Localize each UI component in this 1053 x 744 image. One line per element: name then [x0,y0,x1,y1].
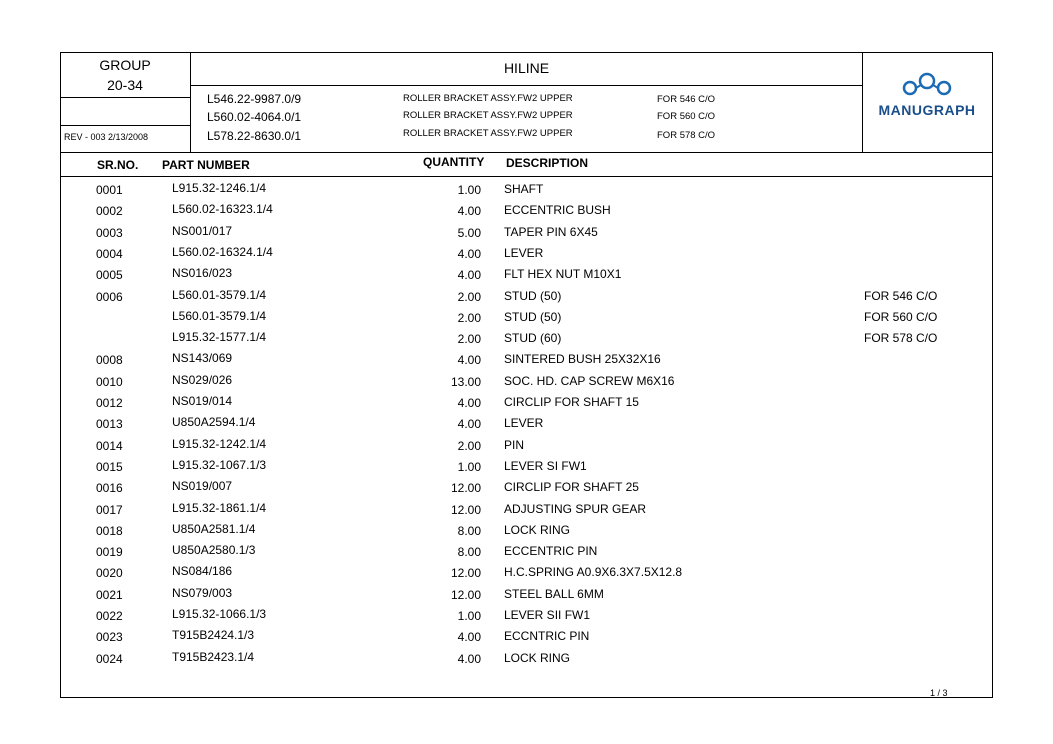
assembly-for: FOR 560 C/O [657,111,716,122]
header-bottom-rule [60,152,993,153]
sr-no-cell: 0016 [96,481,123,495]
description-cell: STEEL BALL 6MM [504,587,604,601]
assembly-part-number: L578.22-8630.0/1 [207,129,302,143]
description-cell: ECCENTRIC PIN [504,544,598,558]
part-number-cell: L560.01-3579.1/4 [172,309,267,323]
quantity-cell: 4.00 [457,652,481,666]
sr-no-cell: 0024 [96,652,123,666]
part-number-cell: NS029/026 [172,373,233,387]
assembly-description: ROLLER BRACKET ASSY.FW2 UPPER [403,93,573,104]
quantity-cell: 1.00 [457,609,481,623]
quantity-cell: 1.00 [457,183,481,197]
sr-no-cell: 0003 [96,226,123,240]
description-cell: ECCENTRIC BUSH [504,203,611,217]
description-cell: CIRCLIP FOR SHAFT 25 [504,480,639,494]
quantity-cell: 5.00 [457,226,481,240]
sr-no-cell: 0006 [96,290,123,304]
part-number-cell: L915.32-1067.1/3 [172,458,267,472]
logo-wordmark: MANUGRAPH [878,102,976,118]
quantity-cell: 2.00 [457,439,481,453]
part-number-cell: L915.32-1246.1/4 [172,181,267,195]
part-number-cell: T915B2423.1/4 [172,650,255,664]
title-underline [190,85,862,86]
part-number-cell: U850A2594.1/4 [172,415,256,429]
sr-no-cell: 0019 [96,545,123,559]
description-cell: SHAFT [504,182,544,196]
description-cell: ECCNTRIC PIN [504,629,590,643]
part-number-cell: L560.02-16324.1/4 [172,245,273,259]
assembly-description: ROLLER BRACKET ASSY.FW2 UPPER [403,110,573,121]
revision-info: REV - 003 2/13/2008 [64,132,149,142]
sr-no-cell: 0015 [96,460,123,474]
description-cell: H.C.SPRING A0.9X6.3X7.5X12.8 [504,565,683,579]
document-title: HILINE [503,60,550,76]
part-number-cell: T915B2424.1/3 [172,628,255,642]
quantity-cell: 4.00 [457,353,481,367]
quantity-cell: 12.00 [450,481,481,495]
quantity-cell: 4.00 [457,396,481,410]
sr-no-cell: 0005 [96,268,123,282]
sr-no-cell: 0002 [96,204,123,218]
part-number-cell: L560.01-3579.1/4 [172,288,267,302]
assembly-for: FOR 578 C/O [657,130,716,141]
description-cell: LEVER SII FW1 [504,608,591,622]
logo-mark-icon [863,53,992,152]
sr-no-cell: 0021 [96,588,123,602]
page-number: 1 / 3 [930,688,948,698]
part-number-cell: NS079/003 [172,586,233,600]
group-label: GROUP [99,57,151,73]
part-number-cell: L915.32-1577.1/4 [172,330,267,344]
part-number-cell: NS001/017 [172,224,233,238]
column-header-description: DESCRIPTION [506,156,589,170]
sr-no-cell: 0010 [96,375,123,389]
sr-no-cell: 0004 [96,247,123,261]
quantity-cell: 4.00 [457,417,481,431]
quantity-cell: 13.00 [450,375,481,389]
quantity-cell: 4.00 [457,268,481,282]
quantity-cell: 2.00 [457,311,481,325]
part-number-cell: L915.32-1861.1/4 [172,501,267,515]
note-cell: FOR 546 C/O [864,289,938,303]
description-cell: LEVER SI FW1 [504,459,587,473]
description-cell: TAPER PIN 6X45 [504,225,598,239]
quantity-cell: 12.00 [450,566,481,580]
column-header-quantity: QUANTITY [423,155,485,169]
quantity-cell: 4.00 [457,630,481,644]
quantity-cell: 4.00 [457,247,481,261]
description-cell: STUD (60) [504,331,562,345]
description-cell: LEVER [504,416,544,430]
column-header-sr-no: SR.NO. [97,158,139,172]
quantity-cell: 1.00 [457,460,481,474]
sr-no-cell: 0012 [96,396,123,410]
part-number-cell: L560.02-16323.1/4 [172,202,273,216]
quantity-cell: 2.00 [457,290,481,304]
part-number-cell: U850A2581.1/4 [172,522,256,536]
part-number-cell: NS143/069 [172,351,233,365]
description-cell: LOCK RING [504,523,571,537]
sr-no-cell: 0013 [96,417,123,431]
quantity-cell: 8.00 [457,524,481,538]
description-cell: STUD (50) [504,310,562,324]
sr-no-cell: 0022 [96,609,123,623]
quantity-cell: 2.00 [457,332,481,346]
description-cell: PIN [504,438,525,452]
part-number-cell: L915.32-1242.1/4 [172,437,267,451]
description-cell: STUD (50) [504,289,562,303]
rev-overline [60,125,190,126]
note-cell: FOR 578 C/O [864,331,938,345]
description-cell: LOCK RING [504,651,571,665]
quantity-cell: 12.00 [450,588,481,602]
part-number-cell: NS019/014 [172,394,233,408]
column-header-part-number: PART NUMBER [162,158,250,172]
sr-no-cell: 0023 [96,630,123,644]
part-number-cell: NS019/007 [172,479,233,493]
assembly-part-number: L546.22-9987.0/9 [207,92,302,106]
sr-no-cell: 0014 [96,439,123,453]
sr-no-cell: 0018 [96,524,123,538]
assembly-for: FOR 546 C/O [657,94,716,105]
part-number-cell: NS016/023 [172,266,233,280]
description-cell: CIRCLIP FOR SHAFT 15 [504,395,639,409]
sr-no-cell: 0020 [96,566,123,580]
description-cell: ADJUSTING SPUR GEAR [504,502,647,516]
description-cell: SINTERED BUSH 25X32X16 [504,352,661,366]
group-number: 20-34 [107,77,143,93]
assembly-description: ROLLER BRACKET ASSY.FW2 UPPER [403,128,573,139]
part-number-cell: L915.32-1066.1/3 [172,607,267,621]
note-cell: FOR 560 C/O [864,310,938,324]
quantity-cell: 8.00 [457,545,481,559]
quantity-cell: 12.00 [450,503,481,517]
description-cell: LEVER [504,246,544,260]
column-header-rule [60,176,993,177]
sr-no-cell: 0001 [96,183,123,197]
part-number-cell: NS084/186 [172,564,233,578]
description-cell: FLT HEX NUT M10X1 [504,267,622,281]
quantity-cell: 4.00 [457,204,481,218]
assembly-part-number: L560.02-4064.0/1 [207,110,302,124]
group-underline [60,97,190,98]
manugraph-logo [863,53,992,152]
sr-no-cell: 0008 [96,353,123,367]
sr-no-cell: 0017 [96,503,123,517]
part-number-cell: U850A2580.1/3 [172,543,256,557]
description-cell: SOC. HD. CAP SCREW M6X16 [504,374,675,388]
